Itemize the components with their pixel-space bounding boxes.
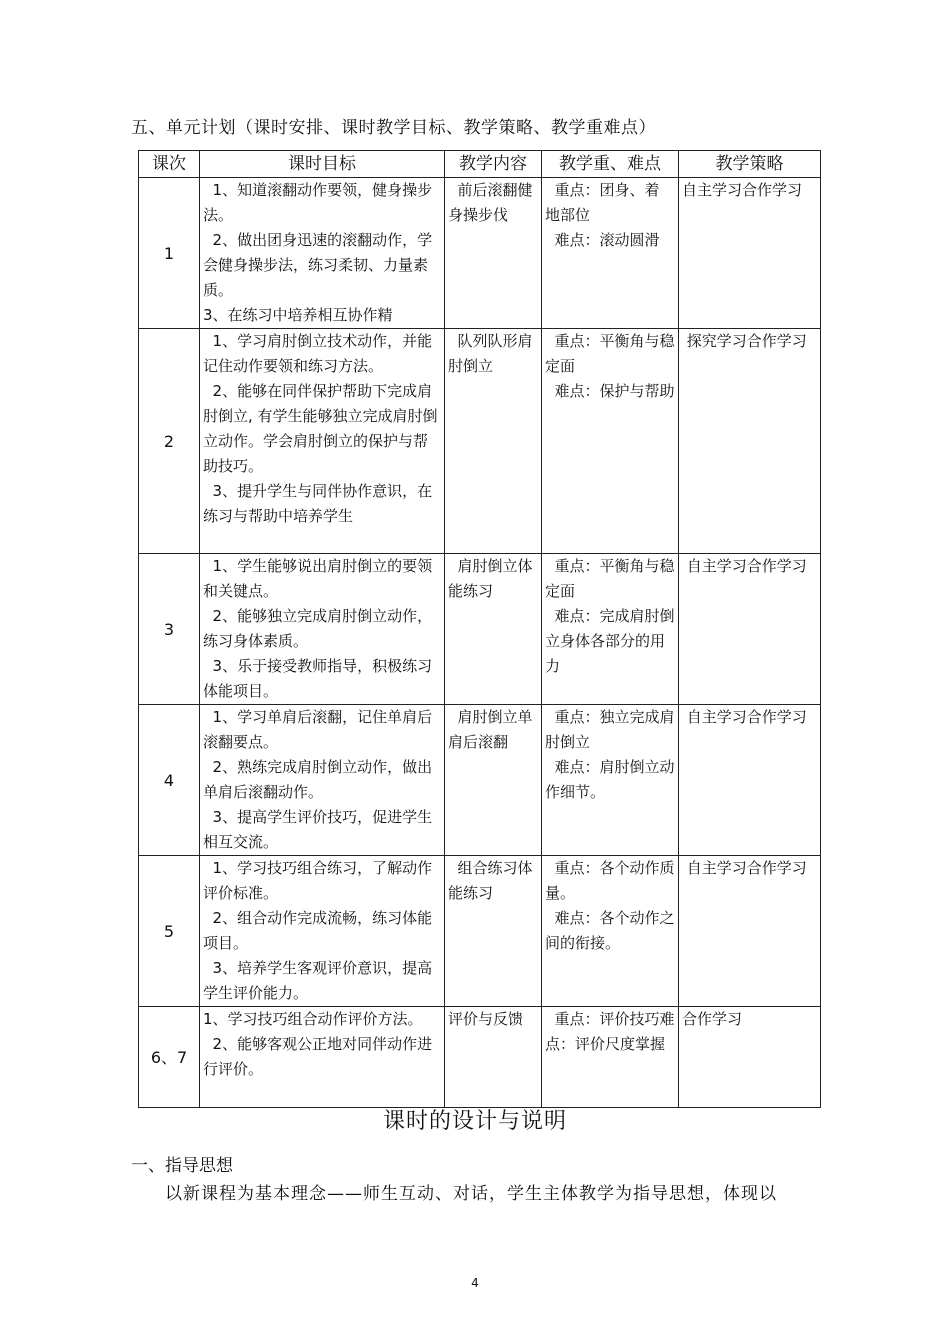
teaching-content [445,705,542,856]
content-text: 肩肘倒立单肩后滚翻 [448,708,533,751]
content-text: 肩肘倒立体能练习 [448,557,533,600]
teaching-strategy [679,1007,821,1108]
key-text: 重点：独立完成肩肘倒立 难点：肩肘倒立动作细节。 [545,708,675,801]
teaching-content [445,554,542,705]
key-difficult-points [542,178,679,329]
key-difficult-points [542,554,679,705]
sub-heading: 一、指导思想 [131,1156,233,1176]
content-text: 评价与反馈 [448,1010,524,1028]
table-row [139,178,821,329]
lesson-number: 1 [139,178,200,329]
teaching-strategy [679,856,821,1007]
teaching-strategy [679,178,821,329]
lesson-goals [200,705,445,856]
strategy-text: 自主学习合作学习 [682,708,807,726]
table-header-row [139,151,821,178]
table-row [139,705,821,856]
goal-line: 1、学习单肩后滚翻，记住单肩后滚翻要点。 [203,708,433,751]
content-text: 队列队形肩肘倒立 [448,332,533,375]
lesson-goals [200,329,445,554]
goal-line: 2、组合动作完成流畅，练习体能项目。 [203,909,433,952]
goal-line: 2、熟练完成肩肘倒立动作，做出单肩后滚翻动作。 [203,758,433,801]
unit-plan-table [138,150,821,1108]
goal-line: 3、乐于接受教师指导，积极练习体能项目。 [203,657,433,700]
teaching-strategy [679,705,821,856]
teaching-strategy [679,329,821,554]
strategy-text: 自主学习合作学习 [682,181,803,199]
goal-line: 1、知道滚翻动作要领，健身操步法。 [203,181,433,224]
content-text: 前后滚翻健身操步伐 [448,181,533,224]
key-difficult-points [542,705,679,856]
key-difficult-points [542,1007,679,1108]
key-text: 重点：评价技巧难点：评价尺度掌握 [545,1010,675,1053]
key-difficult-points [542,856,679,1007]
header-teaching-strategy: 教学策略 [679,151,821,178]
lesson-number: 6、7 [139,1007,200,1108]
lesson-goals [200,178,445,329]
table-row [139,329,821,554]
strategy-text: 自主学习合作学习 [682,859,807,877]
key-text: 重点：平衡角与稳定面 难点：保护与帮助 [545,332,675,400]
teaching-strategy [679,554,821,705]
strategy-text: 合作学习 [682,1010,743,1028]
lesson-goals [200,856,445,1007]
header-lesson-number: 课次 [139,151,200,178]
key-text: 重点：各个动作质量。 难点：各个动作之间的衔接。 [545,859,675,952]
goal-line: 1、学生能够说出肩肘倒立的要领和关键点。 [203,557,433,600]
document-title: 课时的设计与说明 [382,1109,567,1134]
teaching-content [445,856,542,1007]
page-number: 4 [471,1276,479,1290]
body-paragraph: 以新课程为基本理念——师生互动、对话，学生主体教学为指导思想，体现以 [165,1184,777,1204]
header-key-difficult-points: 教学重、难点 [542,151,679,178]
goal-line: 3、在练习中培养相互协作精 [203,306,393,324]
goal-line: 2、能够客观公正地对同伴动作进行评价。 [203,1035,433,1078]
key-difficult-points [542,329,679,554]
content-text: 组合练习体能练习 [448,859,533,902]
lesson-number: 3 [139,554,200,705]
key-text: 重点：团身、着 地部位 难点：滚动圆滑 [545,181,660,249]
goal-line: 1、学习技巧组合动作评价方法。 [203,1010,423,1028]
strategy-text: 自主学习合作学习 [682,557,807,575]
goal-line: 3、培养学生客观评价意识，提高学生评价能力。 [203,959,433,1002]
lesson-number: 2 [139,329,200,554]
lesson-goals [200,1007,445,1108]
teaching-content [445,1007,542,1108]
table-row [139,554,821,705]
goal-line: 3、提升学生与同伴协作意识，在练习与帮助中培养学生 [203,482,433,525]
goal-line: 2、能够独立完成肩肘倒立动作，练习身体素质。 [203,607,433,650]
goal-line: 2、能够在同伴保护帮助下完成肩肘倒立, 有学生能够独立完成肩肘倒立动作。学会肩肘倒立的保护与帮助技巧。 [203,382,438,475]
goal-line: 1、学习肩肘倒立技术动作，并能记住动作要领和练习方法。 [203,332,433,375]
lesson-number: 4 [139,705,200,856]
section-heading: 五、单元计划（课时安排、课时教学目标、教学策略、教学重难点） [131,118,656,138]
teaching-content [445,329,542,554]
teaching-content [445,178,542,329]
header-teaching-content: 教学内容 [445,151,542,178]
header-lesson-goals: 课时目标 [200,151,445,178]
key-text: 重点：平衡角与稳定面 难点：完成肩肘倒立身体各部分的用力 [545,557,675,675]
table-row [139,1007,821,1108]
strategy-text: 探究学习合作学习 [682,332,807,350]
goal-line: 2、做出团身迅速的滚翻动作，学会健身操步法，练习柔韧、力量素质。 [203,231,433,299]
lesson-goals [200,554,445,705]
goal-line: 3、提高学生评价技巧，促进学生相互交流。 [203,808,433,851]
goal-line: 1、学习技巧组合练习，了解动作评价标准。 [203,859,433,902]
lesson-number: 5 [139,856,200,1007]
table-row [139,856,821,1007]
